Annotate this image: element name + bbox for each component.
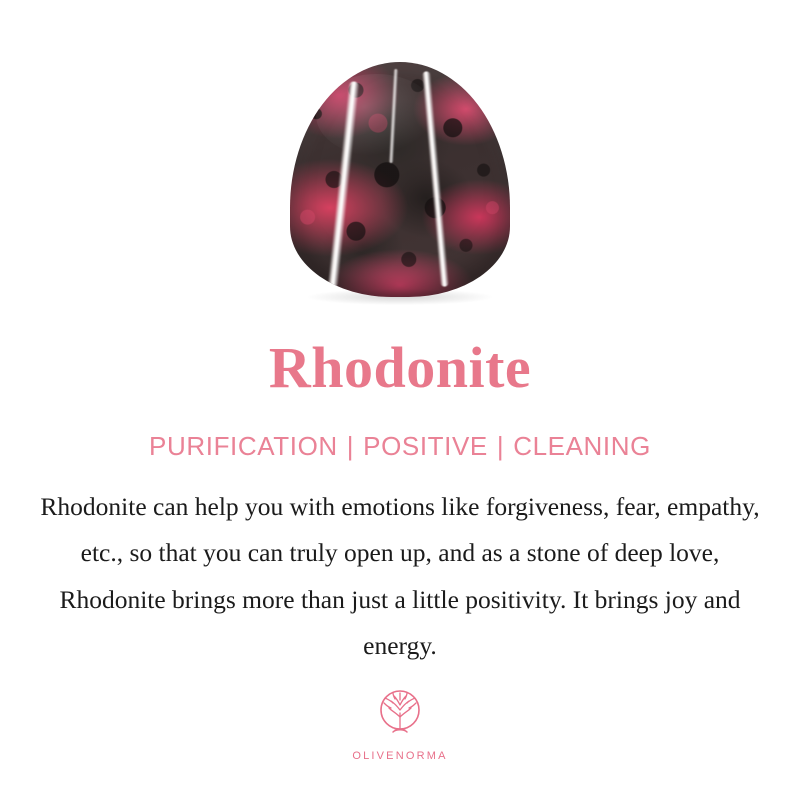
brand-name: OLIVENORMA bbox=[352, 749, 448, 762]
keyword-purification: PURIFICATION bbox=[149, 431, 338, 461]
keyword-separator: | bbox=[346, 431, 355, 461]
tree-of-life-icon bbox=[369, 686, 431, 748]
rhodonite-stone-image bbox=[290, 62, 510, 297]
brand-logo bbox=[352, 686, 447, 762]
stone-shadow bbox=[308, 289, 493, 305]
keyword-positive: POSITIVE bbox=[363, 431, 488, 461]
page-title: Rhodonite bbox=[268, 335, 532, 400]
stone-shape bbox=[290, 62, 510, 297]
product-description: Rhodonite can help you with emotions like forgiveness, fear, empathy, etc., so that you can truly open up, and as a stone of deep love, Rhodonite brings more than just a little positivity. It brings joy and energy. bbox=[40, 492, 760, 661]
keyword-cleaning: CLEANING bbox=[513, 431, 651, 461]
stone-highlight bbox=[316, 74, 437, 156]
keyword-separator: | bbox=[496, 431, 505, 461]
keyword-list bbox=[149, 431, 651, 462]
